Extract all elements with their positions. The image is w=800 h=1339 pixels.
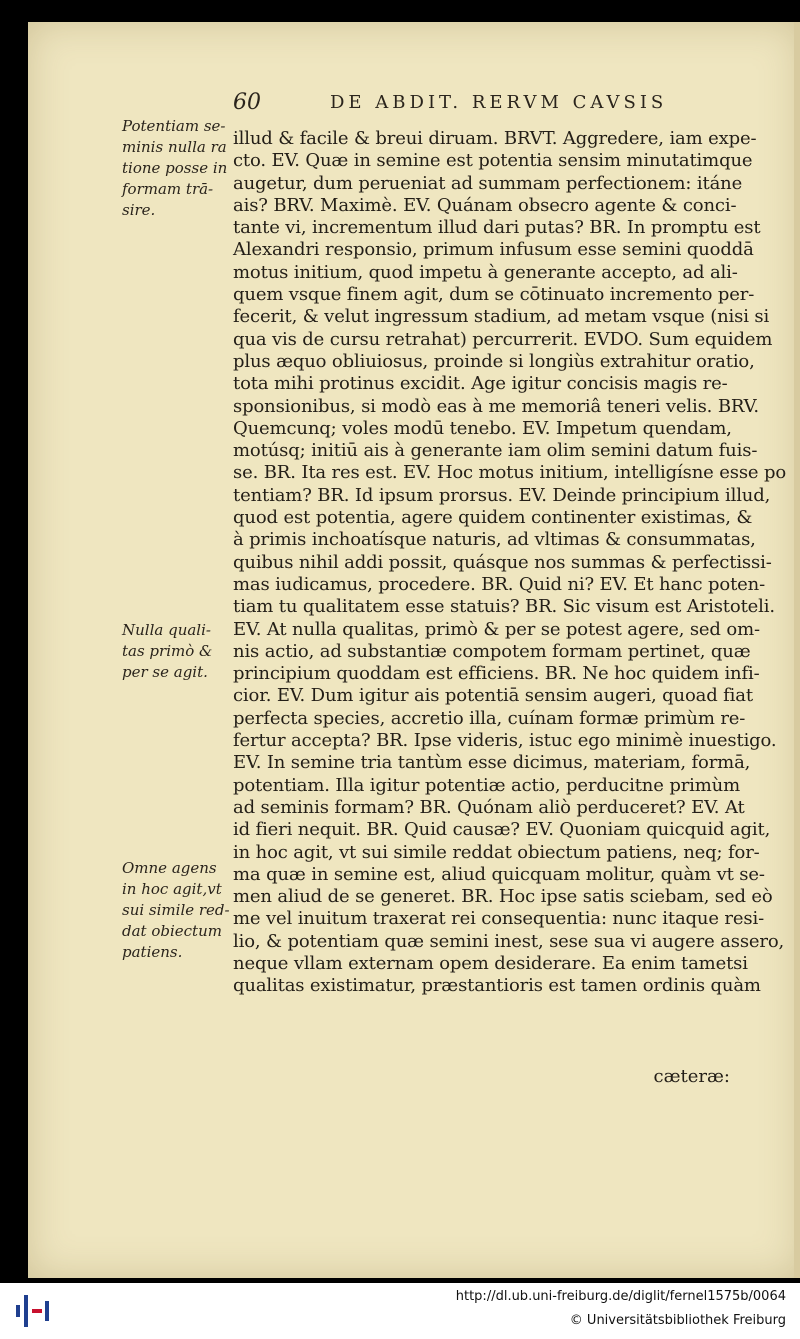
text-line: id fieri nequit. BR. Quid causæ? EV. Quoniam quicquid agit, xyxy=(233,819,771,841)
margin-note-line: formam trā- xyxy=(122,180,214,198)
text-line: cior. EV. Dum igitur ais potentiā sensim augeri, quoad fiat xyxy=(233,685,753,707)
text-line: sponsionibus, si modò eas à me memoriâ teneri velis. BRV. xyxy=(233,395,759,417)
text-line: Alexandri responsio, primum infusum esse semini quoddā xyxy=(233,239,754,261)
catchword: cæteræ: xyxy=(653,1066,730,1087)
running-header xyxy=(28,84,800,114)
margin-note-line: patiens. xyxy=(122,943,183,961)
margin-note-line: minis nulla ra xyxy=(122,138,227,156)
text-line: EV. At nulla qualitas, primò & per se potest agere, sed om- xyxy=(233,618,760,640)
text-line: in hoc agit, vt sui simile reddat obiectum patiens, neq; for- xyxy=(233,841,760,863)
margin-note xyxy=(122,620,232,683)
body-text xyxy=(233,128,787,998)
margin-note-line: tas primò & xyxy=(122,642,213,660)
margin-note-line: Omne agens xyxy=(122,859,217,877)
text-line: nis actio, ad substantiæ compotem formam pertinet, quæ xyxy=(233,640,751,662)
margin-note-line: dat obiectum xyxy=(122,922,222,940)
text-line: EV. In semine tria tantùm esse dicimus, materiam, formā, xyxy=(233,752,751,774)
margin-note-line: sire. xyxy=(122,201,156,219)
text-line: qualitas existimatur, præstantioris est tamen ordinis quàm xyxy=(233,975,761,997)
text-line: motúsq; initiū ais à generante iam olim semini datum fuis- xyxy=(233,440,758,462)
page-url-link[interactable]: http://dl.ub.uni-freiburg.de/diglit/fernel1575b/0064 xyxy=(455,1289,786,1304)
logo-bar xyxy=(24,1295,28,1327)
text-line: ad seminis formam? BR. Quónam aliò perduceret? EV. At xyxy=(233,796,745,818)
text-line: fecerit, & velut ingressum stadium, ad metam vsque (nisi si xyxy=(233,306,770,328)
text-line: me vel inuitum traxerat rei consequentia: nunc itaque resi- xyxy=(233,908,765,930)
text-line: qua vis de cursu retrahat) percurrerit. EVDO. Sum equidem xyxy=(233,328,773,350)
page-edge xyxy=(794,22,800,1278)
running-title: DE ABDIT. RERVM CAVSIS xyxy=(330,92,668,113)
text-line: motus initium, quod impetu à generante accepto, ad ali- xyxy=(233,261,738,283)
logo-bar xyxy=(16,1305,20,1317)
library-logo[interactable] xyxy=(12,1291,52,1331)
book-page xyxy=(28,22,800,1278)
text-line: mas iudicamus, procedere. BR. Quid ni? EV. Et hanc poten- xyxy=(233,573,766,595)
logo-bar xyxy=(32,1309,42,1313)
logo-bar xyxy=(45,1301,49,1321)
text-line: tota mihi protinus excidit. Age igitur concisis magis re- xyxy=(233,373,728,395)
text-line: neque vllam externam opem desiderare. Ea enim tametsi xyxy=(233,952,748,974)
margin-note xyxy=(122,116,232,221)
text-line: perfecta species, accretio illa, cuínam formæ primùm re- xyxy=(233,707,746,729)
text-line: à primis inchoatísque naturis, ad vltimas & consummatas, xyxy=(233,529,756,551)
text-line: illud & facile & breui diruam. BRVT. Aggredere, iam expe- xyxy=(233,128,757,149)
text-line: ma quæ in semine est, aliud quicquam molitur, quàm vt se- xyxy=(233,863,765,885)
text-line: tentiam? BR. Id ipsum prorsus. EV. Deinde principium illud, xyxy=(233,484,771,506)
text-line: tante vi, incrementum illud dari putas? BR. In promptu est xyxy=(233,217,761,239)
margin-note-line: sui simile red- xyxy=(122,901,230,919)
copyright-text: © Universitätsbibliothek Freiburg xyxy=(569,1313,786,1328)
margin-note-line: in hoc agit,vt xyxy=(122,880,222,898)
margin-note-line: tione posse in xyxy=(122,159,228,177)
margin-note-line: Potentiam se- xyxy=(122,117,226,135)
page-number: 60 xyxy=(233,90,261,115)
text-line: augetur, dum perueniat ad summam perfectionem: itáne xyxy=(233,172,743,194)
text-line: quod est potentia, agere quidem continenter existimas, & xyxy=(233,507,753,529)
text-line: men aliud de se generet. BR. Hoc ipse satis sciebam, sed eò xyxy=(233,886,773,908)
text-line: fertur accepta? BR. Ipse videris, istuc ego minimè inuestigo. xyxy=(233,730,777,752)
text-line: tiam tu qualitatem esse statuis? BR. Sic visum est Aristoteli. xyxy=(233,596,775,618)
text-line: plus æquo obliuiosus, proinde si longiùs extrahitur oratio, xyxy=(233,350,755,372)
viewer-footer xyxy=(0,1283,800,1339)
text-line: Quemcunq; voles modū tenebo. EV. Impetum quendam, xyxy=(233,417,732,439)
text-line: quibus nihil addi possit, quásque nos summas & perfectissi- xyxy=(233,551,772,573)
text-line: lio, & potentiam quæ semini inest, sese sua vi augere assero, xyxy=(233,930,785,952)
text-line: quem vsque finem agit, dum se cōtinuato incremento per- xyxy=(233,284,755,306)
text-line: cto. EV. Quæ in semine est potentia sensim minutatimque xyxy=(233,150,753,172)
text-line: se. BR. Ita res est. EV. Hoc motus initium, intelligísne esse po xyxy=(233,462,787,484)
text-line: ais? BRV. Maximè. EV. Quánam obsecro agente & conci- xyxy=(233,194,737,216)
margin-note xyxy=(122,858,232,963)
text-line: potentiam. Illa igitur potentiæ actio, perducitne primùm xyxy=(233,774,741,796)
margin-note-line: Nulla quali- xyxy=(122,621,211,639)
text-line: principium quoddam est efficiens. BR. Ne hoc quidem infi- xyxy=(233,663,760,685)
margin-note-line: per se agit. xyxy=(122,663,208,681)
